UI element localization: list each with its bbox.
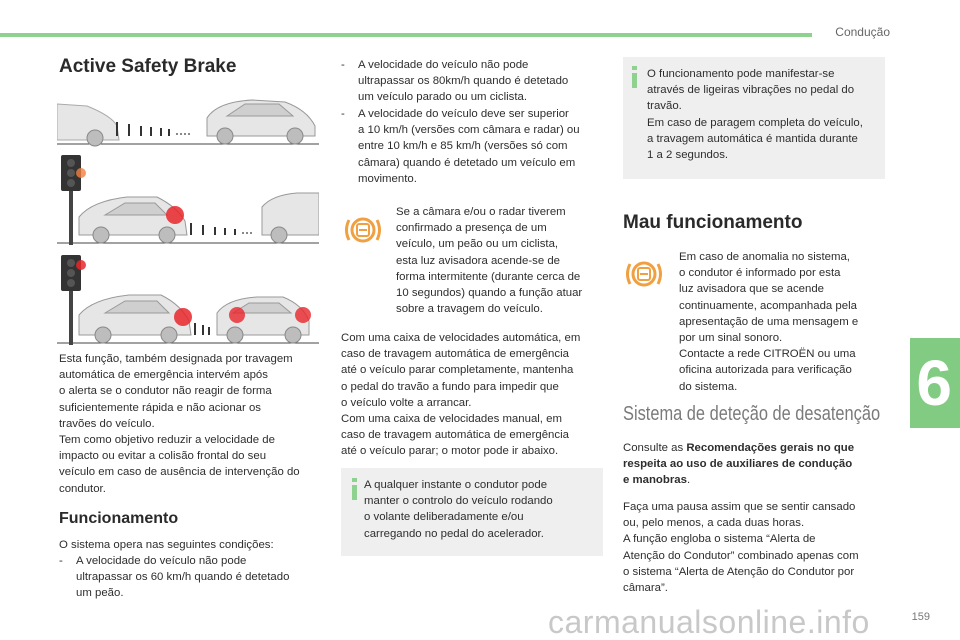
consulte-prefix: Consulte as xyxy=(623,442,687,454)
condition-item-1: - A velocidade do veículo não pode ultrapassar os 60 km/h quando é detetado um peão. xyxy=(59,553,324,602)
condition-item-2-text: A velocidade do veículo não pode ultrapassar os 80km/h quando é detetado um veículo parado ou um ciclista. xyxy=(358,59,569,104)
pausa-paragraph: Faça uma pausa assim que se sentir cansado ou, pelo menos, a cada duas horas. A função engloba o sistema “Alerta de Atenção do Condutor” combinado apenas com o sistema “Alerta de Atenção do Condutor por câmara”. xyxy=(623,501,859,595)
condition-item-3-text: A velocidade do veículo deve ser superior a 10 km/h (versões com câmara e radar) ou entre 10 km/h e 85 km/h (versões só com câmara) quando é detetado um veículo em movimento. xyxy=(358,108,580,185)
sistema-heading: Sistema de deteção de desatenção xyxy=(623,403,881,425)
consulte-suffix: . xyxy=(686,474,691,487)
info-icon xyxy=(632,73,637,88)
section-title: Condução xyxy=(835,25,890,39)
condition-item-3: - A velocidade do veículo deve ser superior a 10 km/h (versões com câmara e radar) ou entre 10 km/h e 85 km/h (versões só com câmara) quando é detetado um veículo em movimento. xyxy=(341,106,606,187)
consulte-paragraph xyxy=(623,440,888,489)
brake-warning-icon xyxy=(343,210,383,250)
gearbox-paragraph: Com uma caixa de velocidades automática, em caso de travagem automática de emergência até o veículo parar completamente, mantenha o pedal do travão a fundo para impedir que o veículo volte a arrancar. Com uma caixa de velocidades manual, em caso de travagem automática de emergência até o veículo parar; o motor pode ir abaixo. xyxy=(341,332,581,458)
illustration-scenario-2 xyxy=(57,155,319,247)
page-title: Active Safety Brake xyxy=(59,56,237,77)
condition-item-2: - A velocidade do veículo não pode ultrapassar os 80km/h quando é detetado um veículo parado ou um ciclista. xyxy=(341,57,606,106)
condition-item-1-text: A velocidade do veículo não pode ultrapassar os 60 km/h quando é detetado um peão. xyxy=(76,555,290,600)
info-box-vibrations-text: O funcionamento pode manifestar-se através de ligeiras vibrações no pedal do travão. Em caso de paragem completa do veículo, a travagem automática é mantida durante 1 a 2 segundos. xyxy=(647,68,863,162)
header-rule xyxy=(0,33,812,37)
intro-paragraph: Esta função, também designada por travagem automática de emergência intervém após o alerta se o condutor não reagir de forma suficientemente rápida e não acionar os travões do veículo. Tem como objetivo reduzir a velocidade de impacto ou evitar a colisão frontal do seu veículo em caso de ausência de intervenção do condutor. xyxy=(59,353,300,495)
watermark: carmanualsonline.info xyxy=(548,604,870,640)
info-icon xyxy=(352,485,357,500)
funcionamento-heading: Funcionamento xyxy=(59,510,179,527)
brake-fault-icon xyxy=(624,254,664,294)
chapter-number: 6 xyxy=(916,347,952,419)
info-box-driver-control-text: A qualquer instante o condutor pode manter o controlo do veículo rodando o volante deliberadamente e/ou carregando no pedal do acelerador. xyxy=(364,479,553,540)
illustration-scenario-3 xyxy=(57,255,319,347)
warning-light-text: Se a câmara e/ou o radar tiverem confirmado a presença de um veículo, um peão ou um ciclista, esta luz avisadora acende-se de forma intermitente (durante cerca de 10 segundos) quando a função atuar sobre a travagem do veículo. xyxy=(396,206,583,316)
funcionamento-text: O sistema opera nas seguintes condições: xyxy=(59,539,274,551)
page-number: 159 xyxy=(911,611,930,623)
illustration-scenario-1 xyxy=(57,96,319,148)
mau-funcionamento-text: Em caso de anomalia no sistema, o condutor é informado por esta luz avisadora que se acende continuamente, acompanhada pela apresentação de uma mensagem e por um sinal sonoro. Contacte a rede CITROËN ou uma oficina autorizada para verificação do sistema. xyxy=(679,251,859,393)
consulte-bold: Recomendações gerais no que respeita ao uso de auxiliares de condução e manobras xyxy=(623,442,855,487)
mau-funcionamento-heading: Mau funcionamento xyxy=(623,212,803,233)
